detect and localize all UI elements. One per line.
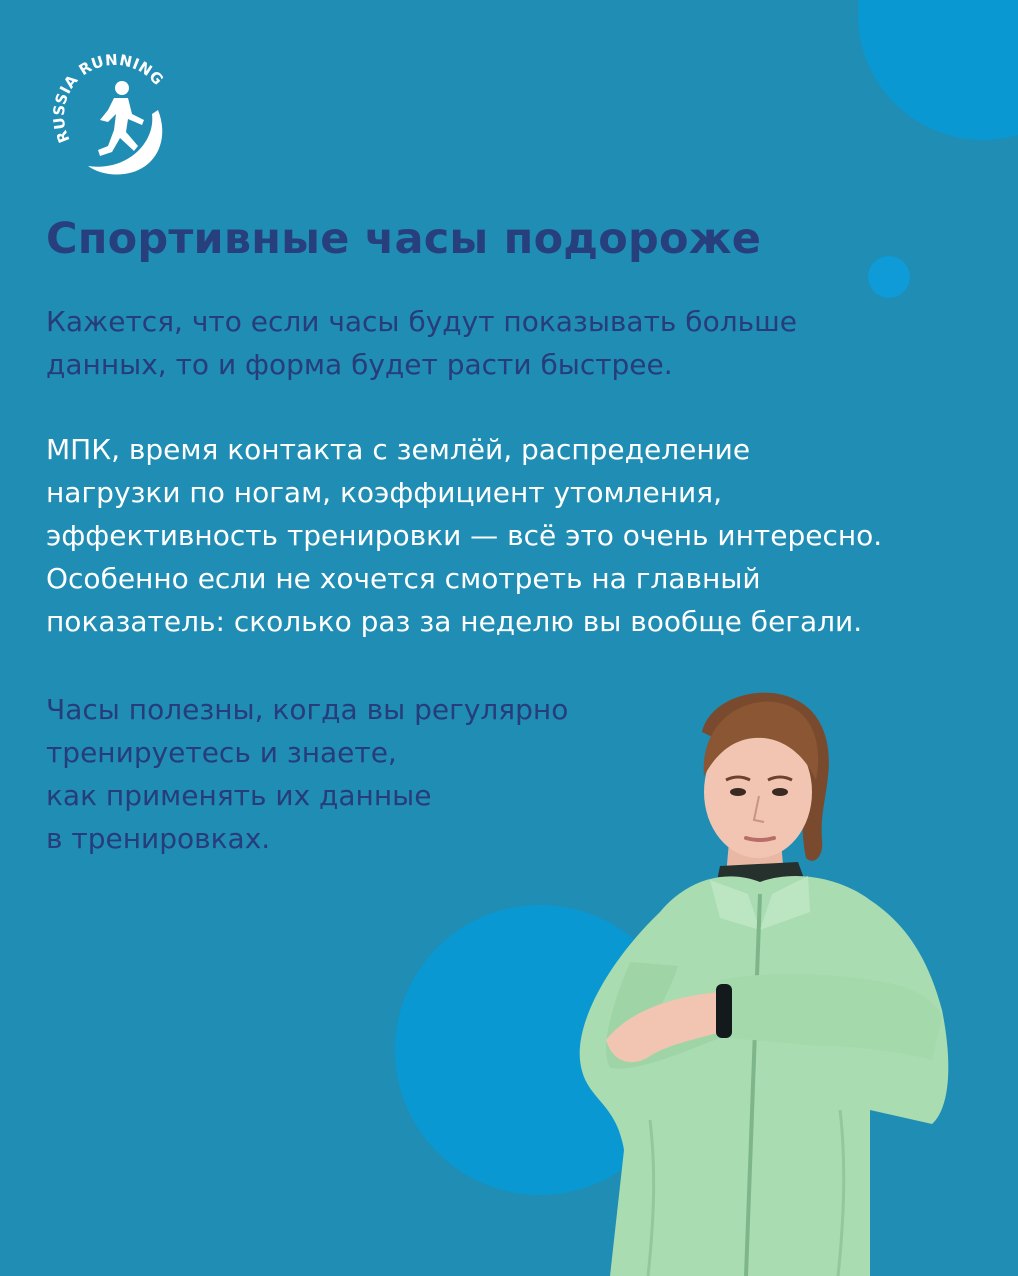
runner-icon	[98, 81, 144, 156]
page-title: Спортивные часы подороже	[46, 214, 762, 264]
decor-circle-top-right	[858, 0, 1018, 140]
conclusion-line: тренируетесь и знаете,	[46, 736, 397, 769]
conclusion-line: Часы полезны, когда вы регулярно	[46, 693, 569, 726]
svg-text:RUSSIA RUNNING: RUSSIA RUNNING	[49, 50, 168, 146]
metrics-line: МПК, время контакта с землёй, распределение	[46, 433, 751, 466]
metrics-line: показатель: сколько раз за неделю вы вообще бегали.	[46, 605, 863, 638]
decor-circle-small	[868, 256, 910, 298]
woman-checking-watch-photo	[570, 680, 970, 1276]
metrics-line: нагрузки по ногам, коэффициент утомления,	[46, 476, 722, 509]
metrics-paragraph	[46, 428, 882, 643]
intro-line: данных, то и форма будет расти быстрее.	[46, 348, 673, 381]
intro-line: Кажется, что если часы будут показывать больше	[46, 305, 797, 338]
metrics-line: Особенно если не хочется смотреть на главный	[46, 562, 761, 595]
russia-running-logo	[48, 48, 180, 180]
conclusion-paragraph	[46, 688, 568, 860]
intro-paragraph	[46, 300, 797, 386]
conclusion-line: в тренировках.	[46, 822, 271, 855]
metrics-line: эффективность тренировки — всё это очень интересно.	[46, 519, 883, 552]
conclusion-line: как применять их данные	[46, 779, 432, 812]
